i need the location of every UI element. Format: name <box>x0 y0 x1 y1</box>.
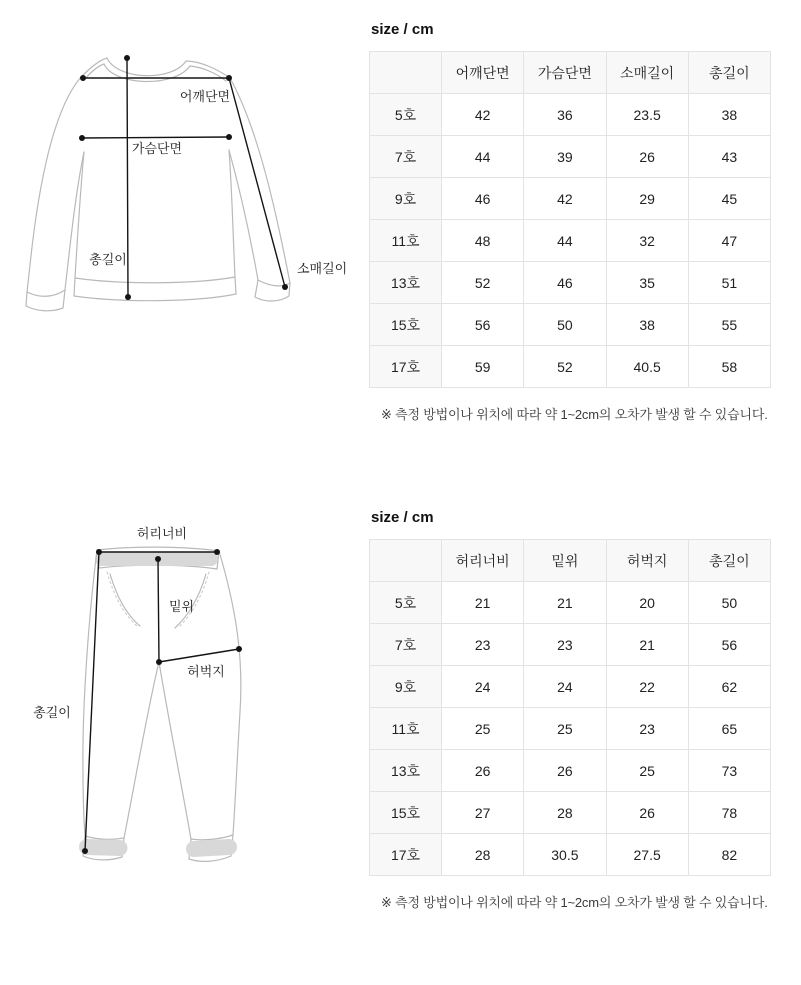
row-header-size: 15호 <box>370 304 442 346</box>
row-header-size: 11호 <box>370 220 442 262</box>
value-cell: 50 <box>524 304 606 346</box>
value-cell: 39 <box>524 136 606 178</box>
row-header-size: 13호 <box>370 750 442 792</box>
value-cell: 65 <box>688 708 770 750</box>
thigh-label: 허벅지 <box>187 664 225 679</box>
pants-measurements <box>33 526 242 854</box>
table-row <box>370 624 771 666</box>
value-cell: 30.5 <box>524 834 606 876</box>
column-header: 소매길이 <box>606 52 688 94</box>
value-cell: 38 <box>606 304 688 346</box>
value-cell: 24 <box>524 666 606 708</box>
column-header: 어깨단면 <box>442 52 524 94</box>
value-cell: 55 <box>688 304 770 346</box>
value-cell: 21 <box>524 582 606 624</box>
sweatshirt-outline <box>26 58 290 311</box>
bottom-size-section <box>369 508 773 911</box>
corner-cell <box>370 540 442 582</box>
value-cell: 47 <box>688 220 770 262</box>
row-header-size: 9호 <box>370 178 442 220</box>
row-header-size: 15호 <box>370 792 442 834</box>
value-cell: 27 <box>442 792 524 834</box>
value-cell: 56 <box>442 304 524 346</box>
sleeve-length-label: 소매길이 <box>297 261 348 276</box>
pants-diagram <box>18 512 348 887</box>
value-cell: 73 <box>688 750 770 792</box>
pants-outline <box>83 547 241 861</box>
value-cell: 28 <box>442 834 524 876</box>
value-cell: 38 <box>688 94 770 136</box>
value-cell: 21 <box>606 624 688 666</box>
waist-width-label: 허리너비 <box>136 526 188 541</box>
value-cell: 82 <box>688 834 770 876</box>
rise-label: 밑위 <box>169 599 195 614</box>
value-cell: 26 <box>524 750 606 792</box>
table-row <box>370 834 771 876</box>
corner-cell <box>370 52 442 94</box>
table-row <box>370 582 771 624</box>
bottom-size-title: size / cm <box>371 509 434 526</box>
value-cell: 35 <box>606 262 688 304</box>
value-cell: 40.5 <box>606 346 688 388</box>
value-cell: 51 <box>688 262 770 304</box>
value-cell: 44 <box>524 220 606 262</box>
bottom-size-table <box>369 539 771 876</box>
sweatshirt-diagram <box>12 40 362 340</box>
table-row <box>370 220 771 262</box>
table-row <box>370 262 771 304</box>
column-header: 총길이 <box>688 52 770 94</box>
table-row <box>370 178 771 220</box>
value-cell: 26 <box>442 750 524 792</box>
table-row <box>370 708 771 750</box>
value-cell: 45 <box>688 178 770 220</box>
header-row <box>370 52 771 94</box>
row-header-size: 7호 <box>370 624 442 666</box>
top-measure-note: ※ 측정 방법이나 위치에 따라 약 1~2cm의 오차가 발생 할 수 있습니다. <box>381 407 768 422</box>
value-cell: 42 <box>442 94 524 136</box>
column-header: 허리너비 <box>442 540 524 582</box>
header-row <box>370 540 771 582</box>
value-cell: 78 <box>688 792 770 834</box>
top-size-section <box>369 20 773 423</box>
value-cell: 23 <box>524 624 606 666</box>
table-row <box>370 750 771 792</box>
bottom-total-length-label: 총길이 <box>33 705 71 720</box>
value-cell: 43 <box>688 136 770 178</box>
chest-width-label: 가슴단면 <box>131 141 183 156</box>
value-cell: 46 <box>442 178 524 220</box>
value-cell: 44 <box>442 136 524 178</box>
bottom-measure-note: ※ 측정 방법이나 위치에 따라 약 1~2cm의 오차가 발생 할 수 있습니다. <box>381 895 768 910</box>
top-size-title: size / cm <box>371 21 434 38</box>
row-header-size: 11호 <box>370 708 442 750</box>
value-cell: 50 <box>688 582 770 624</box>
top-size-table <box>369 51 771 388</box>
value-cell: 52 <box>442 262 524 304</box>
value-cell: 59 <box>442 346 524 388</box>
value-cell: 26 <box>606 792 688 834</box>
table-row <box>370 792 771 834</box>
column-header: 총길이 <box>688 540 770 582</box>
table-row <box>370 94 771 136</box>
value-cell: 48 <box>442 220 524 262</box>
value-cell: 25 <box>606 750 688 792</box>
value-cell: 24 <box>442 666 524 708</box>
value-cell: 62 <box>688 666 770 708</box>
row-header-size: 17호 <box>370 834 442 876</box>
table-row <box>370 136 771 178</box>
value-cell: 42 <box>524 178 606 220</box>
sweatshirt-measurements <box>79 55 347 300</box>
column-header: 허벅지 <box>606 540 688 582</box>
value-cell: 36 <box>524 94 606 136</box>
row-header-size: 13호 <box>370 262 442 304</box>
value-cell: 52 <box>524 346 606 388</box>
table-row <box>370 304 771 346</box>
value-cell: 28 <box>524 792 606 834</box>
value-cell: 56 <box>688 624 770 666</box>
value-cell: 25 <box>524 708 606 750</box>
value-cell: 21 <box>442 582 524 624</box>
value-cell: 46 <box>524 262 606 304</box>
row-header-size: 5호 <box>370 94 442 136</box>
column-header: 가슴단면 <box>524 52 606 94</box>
value-cell: 20 <box>606 582 688 624</box>
value-cell: 23.5 <box>606 94 688 136</box>
row-header-size: 9호 <box>370 666 442 708</box>
value-cell: 22 <box>606 666 688 708</box>
column-header: 밑위 <box>524 540 606 582</box>
row-header-size: 5호 <box>370 582 442 624</box>
row-header-size: 7호 <box>370 136 442 178</box>
row-header-size: 17호 <box>370 346 442 388</box>
value-cell: 27.5 <box>606 834 688 876</box>
value-cell: 23 <box>442 624 524 666</box>
shoulder-width-label: 어깨단면 <box>179 89 231 104</box>
table-row <box>370 666 771 708</box>
value-cell: 58 <box>688 346 770 388</box>
value-cell: 26 <box>606 136 688 178</box>
table-row <box>370 346 771 388</box>
value-cell: 23 <box>606 708 688 750</box>
value-cell: 32 <box>606 220 688 262</box>
top-total-length-label: 총길이 <box>89 252 127 267</box>
value-cell: 25 <box>442 708 524 750</box>
value-cell: 29 <box>606 178 688 220</box>
